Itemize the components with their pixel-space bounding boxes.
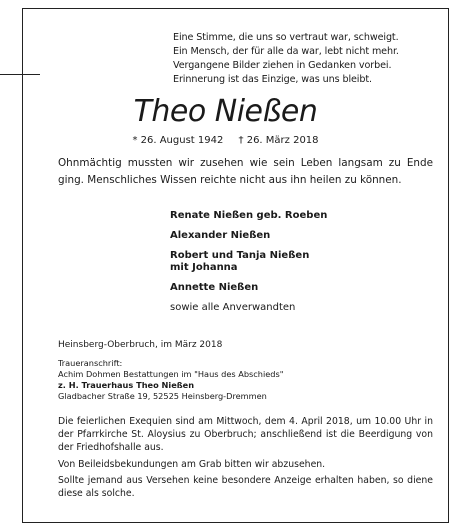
mourning-address [58,358,284,402]
family-member: Annette Nießen [170,282,259,293]
family-list [170,210,327,314]
address-line: z. H. Trauerhaus Theo Nießen [58,380,195,390]
notice-paragraph: Von Beileidsbekundungen am Grab bitten wir abzusehen. [58,458,326,470]
intro-text: Ohnmächtig mussten wir zusehen wie sein Leben langsam zu Ende ging. Menschliches Wissen reichte nicht aus ihn heilen zu können. [58,157,433,186]
funeral-notice [58,415,433,503]
family-member: Robert und Tanja Nießen [170,250,310,261]
family-member: mit Johanna [170,262,238,273]
poem-line: Ein Mensch, der für alle da war, lebt nicht mehr. [173,46,399,57]
life-dates [0,135,451,146]
deceased-name: Theo Nießen [133,94,318,129]
poem [173,31,399,87]
notice-paragraph: Sollte jemand aus Versehen keine besondere Anzeige erhalten haben, so diene diese als solche. [58,474,433,500]
family-member: Renate Nießen geb. Roeben [170,210,328,221]
cross-horizontal [0,74,40,75]
family-others: sowie alle Anverwandten [170,302,296,313]
cross-vertical [22,56,23,86]
poem-line: Vergangene Bilder ziehen in Gedanken vorbei. [173,60,392,71]
birth-date: * 26. August 1942 [132,135,224,146]
poem-line: Erinnerung ist das Einzige, was uns bleibt. [173,74,372,85]
address-label: Traueranschrift: [58,358,123,368]
family-member: Alexander Nießen [170,230,271,241]
address-line: Achim Dohmen Bestattungen im "Haus des Abschieds" [58,369,284,379]
place-date: Heinsberg-Oberbruch, im März 2018 [58,340,223,350]
notice-paragraph: Die feierlichen Exequien sind am Mittwoch, dem 4. April 2018, um 10.00 Uhr in der Pfarrkirche St. Aloysius zu Oberbruch; anschließend ist die Beerdigung von der Friedhofshalle aus. [58,416,433,454]
address-line: Gladbacher Straße 19, 52525 Heinsberg-Dremmen [58,391,267,401]
poem-line: Eine Stimme, die uns so vertraut war, schweigt. [173,32,399,43]
death-date: † 26. März 2018 [238,135,319,146]
